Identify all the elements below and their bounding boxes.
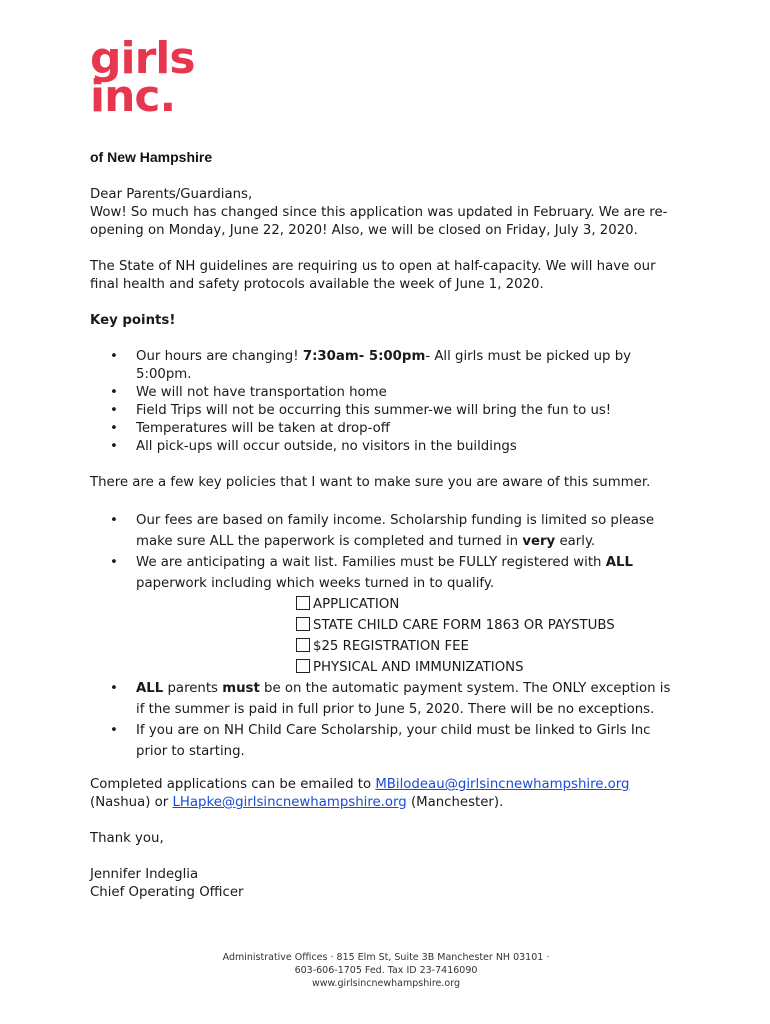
checkbox-icon[interactable] xyxy=(296,638,310,652)
list-item: • All pick-ups will occur outside, no visitors in the buildings xyxy=(90,438,682,456)
key-points-list xyxy=(90,348,682,456)
logo-line-2: inc. xyxy=(90,71,176,122)
list-item: • Our hours are changing! 7:30am- 5:00pm- All girls must be picked up by 5:00pm. xyxy=(90,348,682,384)
footer xyxy=(90,951,682,990)
greeting: Dear Parents/Guardians, xyxy=(90,187,253,202)
letter-body xyxy=(90,186,682,902)
list-item: • Field Trips will not be occurring this summer-we will bring the fun to us! xyxy=(90,402,682,420)
footer-phone: 603-606-1705 Fed. Tax ID 23-7416090 xyxy=(294,965,478,976)
checklist-item: PHYSICAL AND IMMUNIZATIONS xyxy=(90,657,682,678)
signer-name: Jennifer Indeglia xyxy=(90,867,199,882)
list-item: • Temperatures will be taken at drop-off xyxy=(90,420,682,438)
email-link-nashua[interactable]: MBilodeau@girlsincnewhampshire.org xyxy=(375,777,630,792)
list-item: • ALL parents must be on the automatic payment system. The ONLY exception is if the summer is paid in full prior to June 5, 2020. There will be no exceptions. xyxy=(90,678,682,720)
list-item: • Our fees are based on family income. Scholarship funding is limited so please make sure ALL the paperwork is completed and turned in very early. xyxy=(90,510,682,552)
org-name: of New Hampshire xyxy=(90,149,213,165)
checklist-item: $25 REGISTRATION FEE xyxy=(90,636,682,657)
guidelines-paragraph: The State of NH guidelines are requiring us to open at half-capacity. We will have our final health and safety protocols available the week of June 1, 2020. xyxy=(90,259,656,292)
list-item: • We are anticipating a wait list. Families must be FULLY registered with ALL paperwork including which weeks turned in to qualify. xyxy=(90,552,682,594)
footer-address: Administrative Offices · 815 Elm St, Suite 3B Manchester NH 03101 · xyxy=(222,952,550,963)
girls-inc-logo xyxy=(90,33,195,122)
footer-website: www.girlsincnewhampshire.org xyxy=(311,978,461,989)
policies-list xyxy=(90,510,682,594)
signer-title: Chief Operating Officer xyxy=(90,885,244,900)
checkbox-icon[interactable] xyxy=(296,659,310,673)
checklist-item: STATE CHILD CARE FORM 1863 OR PAYSTUBS xyxy=(90,615,682,636)
list-item: • We will not have transportation home xyxy=(90,384,682,402)
logo-line-1: girls xyxy=(90,33,195,84)
checkbox-icon[interactable] xyxy=(296,596,310,610)
list-item: • If you are on NH Child Care Scholarship, your child must be linked to Girls Inc prior to starting. xyxy=(90,720,682,762)
intro-paragraph: Wow! So much has changed since this application was updated in February. We are re-opening on Monday, June 22, 2020! Also, we will be closed on Friday, July 3, 2020. xyxy=(90,205,668,238)
policies-intro: There are a few key policies that I want to make sure you are aware of this summer. xyxy=(90,475,651,490)
key-points-heading: Key points! xyxy=(90,313,176,328)
checklist-item: APPLICATION xyxy=(90,594,682,615)
contact-paragraph: Completed applications can be emailed to MBilodeau@girlsincnewhampshire.org (Nashua) or LHapke@girlsincnewhampshire.org (Manchester). xyxy=(90,777,630,810)
email-link-manchester[interactable]: LHapke@girlsincnewhampshire.org xyxy=(172,795,407,810)
policies-list-2 xyxy=(90,678,682,762)
checkbox-icon[interactable] xyxy=(296,617,310,631)
closing: Thank you, xyxy=(90,831,164,846)
